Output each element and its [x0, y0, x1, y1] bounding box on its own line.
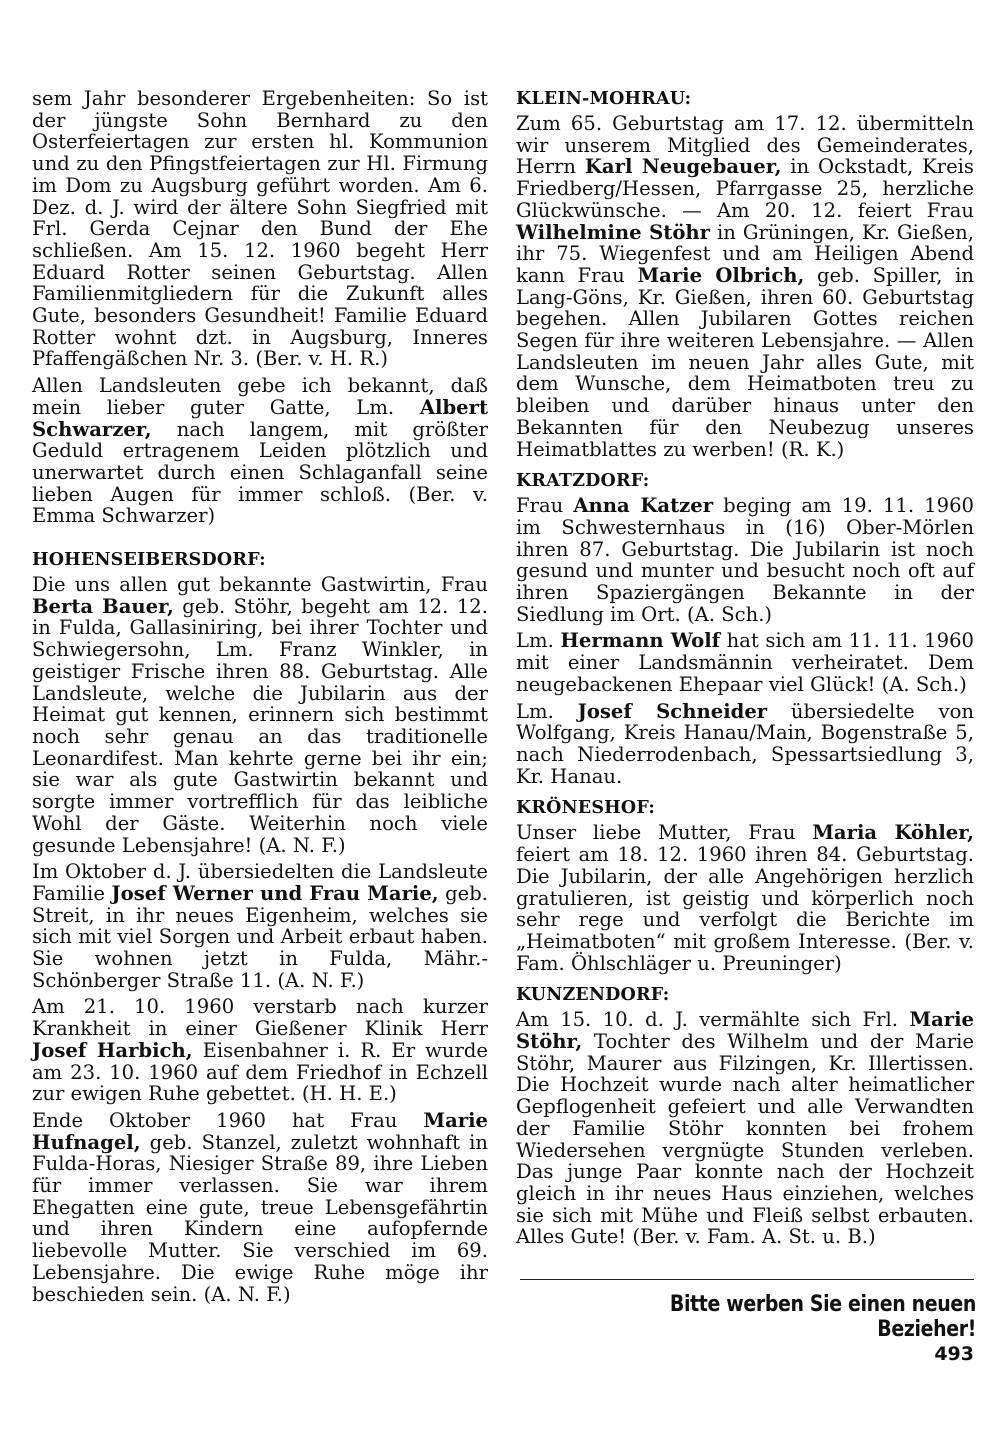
rotter-family-notice: sem Jahr besonderer Ergebenheiten: So ist der jüngste Sohn Bernhard zu den Osterfeiertagen zur ersten hl. Kommunion und zu den Pfingstfeiertagen zur Hl. Firmung im Dom zu Augsburg geführt worden. Am 6. Dez. d. J. wird der ältere Sohn Siegfried mit Frl. Gerda Cejnar den Bund der Ehe schließen. Am 15. 12. 1960 begeht Herr Eduard Rotter seinen Geburtstag. Allen Familienmitgliedern für die Zukunft alles Gute, besonders Gesundheit! Familie Eduard Rotter wohnt dzt. in Augsburg, Inneres Pfaffengäßchen Nr. 3. (Ber. v. H. R.)	[32, 87, 488, 371]
section-heading-kratzdorf: KRATZDORF:	[516, 471, 650, 492]
person-name: Josef Harbich,	[32, 1038, 193, 1062]
subscription-slogan: Bitte werben Sie einen neuen Bezieher!	[669, 1292, 976, 1342]
person-name: Hermann Wolf	[560, 629, 721, 653]
wolf-wedding-notice: Lm. Hermann Wolf hat sich am 11. 11. 1960 mit einer Landsmännin verheiratet. Dem neugebackenen Ehepaar viel Glück! (A. Sch.)	[516, 629, 975, 696]
person-name: Marie Stöhr,	[516, 1008, 974, 1054]
section-heading-hohenseibersdorf: HOHENSEIBERSDORF:	[32, 550, 266, 571]
werner-move-notice: Im Oktober d. J. übersiedelten die Landsleute Familie Josef Werner und Frau Marie, geb. Streit, in ihr neues Eigenheim, welches sie sich mit viel Sorgen und Arbeit erbaut haben. Sie wohnen jetzt in Fulda, Mähr.-Schönberger Straße 11. (A. N. F.)	[32, 860, 489, 992]
horizontal-divider	[520, 1279, 974, 1280]
person-name: Anna Katzer	[573, 494, 714, 518]
page-number: 493	[934, 1343, 974, 1365]
person-name: Marie Hufnagel,	[32, 1108, 488, 1154]
right-column	[516, 88, 974, 1253]
person-name: Josef Werner und Frau Marie,	[111, 881, 439, 905]
bauer-birthday-notice: Die uns allen gut bekannte Gastwirtin, Frau Berta Bauer, geb. Stöhr, begeht am 12. 12. in Fulda, Gallasiniring, bei ihrer Tochter und Schwiegersohn, Lm. Franz Winkler, in geistiger Frische ihren 88. Geburtstag. Alle Landsleute, welche die Jubilarin aus der Heimat gut kennen, erinnern sich bestimmt noch sehr genau an das traditionelle Leonardifest. Man kehrte gerne bei ihr ein; sie war als gute Gastwirtin bekannt und sorgte immer vortrefflich für das leibliche Wohl der Gäste. Weiterhin noch viele gesunde Lebensjahre! (A. N. F.)	[32, 573, 488, 857]
person-name: Albert Schwarzer,	[32, 395, 488, 441]
person-name: Wilhelmine Stöhr	[516, 220, 710, 244]
schneider-move-notice: Lm. Josef Schneider übersiedelte von Wolfgang, Kreis Hanau/Main, Bogenstraße 5, nach Niederrodenbach, Spessartsiedlung 3, Kr. Hanau.	[516, 699, 974, 788]
katzer-birthday-notice: Frau Anna Katzer beging am 19. 11. 1960 im Schwesternhaus in (16) Ober-Mörlen ihren 87. Geburtstag. Die Jubilarin ist noch gesund und munter und besucht noch oft auf ihren Spaziergängen Bekannte in der Siedlung im Ort. (A. Sch.)	[516, 494, 974, 626]
person-name: Marie Olbrich,	[637, 263, 805, 287]
koehler-birthday-notice: Unser liebe Mutter, Frau Maria Köhler, feiert am 18. 12. 1960 ihren 84. Geburtstag. Die Jubilarin, der alle Angehörigen herzlich gratulieren, ist geistig und körperlich noch sehr rege und verfolgt die Berichte im „Heimatboten“ mit großem Interesse. (Ber. v. Fam. Öhlschläger u. Preuninger)	[516, 821, 974, 975]
schwarzer-obituary: Allen Landsleuten gebe ich bekannt, daß mein lieber guter Gatte, Lm. Albert Schwarzer, nach langem, mit größter Geduld ertragenem Leiden plötzlich und unerwartet durch einen Schlaganfall seine lieben Augen für immer schloß. (Ber. v. Emma Schwarzer)	[32, 374, 488, 528]
person-name: Berta Bauer,	[32, 594, 174, 618]
section-heading-kunzendorf: KUNZENDORF:	[516, 985, 670, 1006]
section-heading-klein-mohrau: KLEIN-MOHRAU:	[516, 89, 692, 109]
klein-mohrau-birthdays: Zum 65. Geburtstag am 17. 12. übermitteln wir unserem Mitglied des Gemeinderates, Herrn Karl Neugebauer, in Ockstadt, Kreis Friedberg/Hessen, Pfarrgasse 25, herzliche Glückwünsche. — Am 20. 12. feiert Frau Wilhelmine Stöhr in Grüningen, Kr. Gießen, ihr 75. Wiegenfest und am Heiligen Abend kann Frau Marie Olbrich, geb. Spiller, in Lang-Göns, Kr. Gießen, ihren 60. Geburtstag begehen. Allen Jubilaren Gottes reichen Segen für ihre weiteren Lebensjahre. — Allen Landsleuten im neuen Jahr alles Gute, mit dem Wunsche, dem Heimatboten treu zu bleiben und darüber hinaus unter den Bekannten für den Neubezug unseres Heimatblattes zu werben! (R. K.)	[516, 112, 975, 461]
person-name: Karl Neugebauer,	[584, 155, 782, 179]
person-name: Maria Köhler,	[812, 821, 974, 845]
stoehr-wedding-notice: Am 15. 10. d. J. vermählte sich Frl. Marie Stöhr, Tochter des Wilhelm und der Marie Stöhr, Maurer aus Filzingen, Kr. Illertissen. Die Hochzeit wurde nach alter heimatlicher Gepflogenheit gefeiert und alle Verwandten der Familie Stöhr konnten bei frohem Wiedersehen vergnügte Stunden verleben. Das junge Paar konnte nach der Hochzeit gleich in ihr neues Haus einziehen, welches sie sich mit Mühe und Fleiß selbst erbauten. Alles Gute! (Ber. v. Fam. A. St. u. B.)	[516, 1008, 974, 1249]
section-heading-kroeneshof: KRÖNESHOF:	[516, 798, 656, 819]
left-column	[32, 88, 488, 1310]
person-name: Josef Schneider	[577, 699, 768, 723]
hufnagel-obituary: Ende Oktober 1960 hat Frau Marie Hufnagel, geb. Stanzel, zuletzt wohnhaft in Fulda-Horas, Niesiger Straße 89, ihre Lieben für immer verlassen. Sie war ihrem Ehegatten eine gute, treue Lebensgefährtin und ihren Kindern eine aufopfernde liebevolle Mutter. Sie verschied im 69. Lebensjahre. Die ewige Ruhe möge ihr beschieden sein. (A. N. F.)	[32, 1108, 488, 1306]
harbich-obituary: Am 21. 10. 1960 verstarb nach kurzer Krankheit in einer Gießener Klinik Herr Josef Harbich, Eisenbahner i. R. Er wurde am 23. 10. 1960 auf dem Friedhof in Echzell zur ewigen Ruhe gebettet. (H. H. E.)	[32, 995, 488, 1106]
